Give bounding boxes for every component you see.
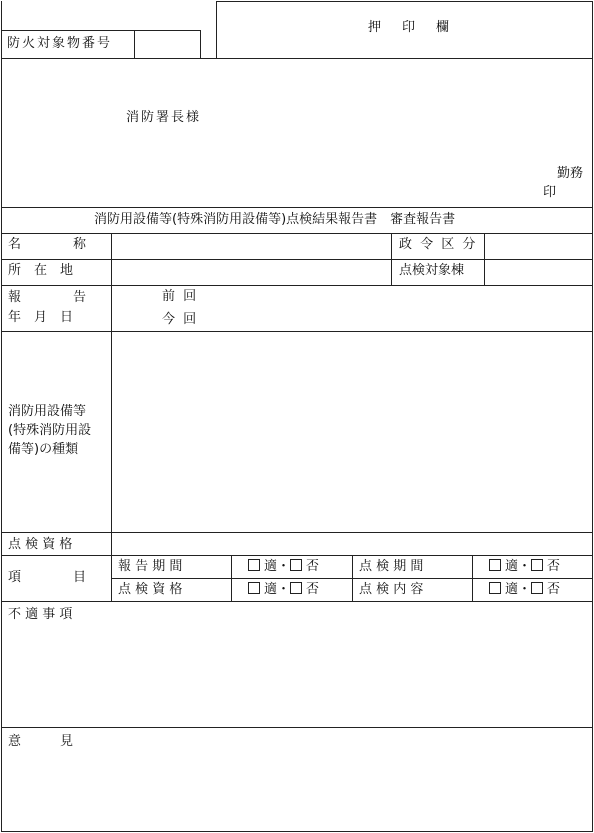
- nonconformity-label: 不 適 事 項: [8, 607, 73, 622]
- target-building-label: 点検対象棟: [399, 263, 465, 278]
- check-divider-3: [472, 555, 473, 601]
- outer-bottom-border: [1, 831, 593, 832]
- seal-box-top-border: [216, 1, 593, 2]
- check-item-options-qualification[interactable]: 適・ 否: [248, 582, 319, 598]
- checkbox-icon[interactable]: [531, 559, 543, 571]
- address-field[interactable]: [113, 260, 390, 284]
- current-date-field[interactable]: [215, 309, 585, 329]
- qualification-label: 点 検 資 格: [8, 537, 73, 552]
- check-divider-1: [231, 555, 232, 601]
- equipment-type-label-line3: 備等)の種類: [8, 442, 79, 457]
- check-item-label-inspection-content: 点 検 内 容: [359, 582, 424, 597]
- checkbox-icon[interactable]: [531, 582, 543, 594]
- equipment-type-label-line1: 消防用設備等: [8, 404, 87, 419]
- checkbox-icon[interactable]: [290, 559, 302, 571]
- row-line-727: [1, 727, 593, 728]
- previous-label: 前 回: [162, 289, 199, 304]
- seal-mark-label: 印: [543, 185, 557, 200]
- fire-object-number-label: 防火対象物番号: [7, 36, 113, 51]
- check-item-label-report-period: 報 告 期 間: [118, 559, 183, 574]
- report-date-label-line2: 年 月 日: [8, 310, 74, 325]
- check-item-label-inspection-period: 点 検 期 間: [359, 559, 424, 574]
- label-column-divider: [111, 233, 112, 601]
- outer-left-border: [1, 1, 2, 832]
- nonconformity-field[interactable]: [3, 625, 591, 725]
- form-title: 消防用設備等(特殊消防用設備等)点検結果報告書 審査報告書: [94, 212, 456, 227]
- name-field[interactable]: [113, 234, 390, 258]
- current-label: 今 回: [162, 312, 199, 327]
- check-item-options-report-period[interactable]: 適・ 否: [248, 559, 319, 575]
- fire-chief-label: 消防署長様: [126, 110, 202, 125]
- equipment-type-field[interactable]: [113, 333, 591, 531]
- checkbox-icon[interactable]: [489, 582, 501, 594]
- checkbox-icon[interactable]: [248, 582, 260, 594]
- check-item-options-inspection-period[interactable]: 適・ 否: [489, 559, 560, 575]
- row-line-601: [1, 601, 593, 602]
- previous-date-field[interactable]: [215, 287, 585, 307]
- check-item-options-inspection-content[interactable]: 適・ 否: [489, 582, 560, 598]
- qualification-field[interactable]: [113, 533, 591, 554]
- mid-column-divider: [391, 233, 392, 285]
- row-line-331: [1, 331, 593, 332]
- checkbox-icon[interactable]: [290, 582, 302, 594]
- number-box-divider: [134, 30, 135, 58]
- seal-box-left-border: [216, 1, 217, 58]
- opinion-field[interactable]: [3, 752, 591, 830]
- fire-object-number-field[interactable]: [136, 31, 199, 57]
- checkbox-icon[interactable]: [248, 559, 260, 571]
- checkbox-icon[interactable]: [489, 559, 501, 571]
- items-label: 項 目: [8, 570, 87, 585]
- seal-column-label: 押 印 欄: [368, 20, 454, 35]
- opinion-label: 意 見: [8, 734, 74, 749]
- row-line-58: [1, 58, 593, 59]
- report-date-label-line1: 報 告: [8, 290, 87, 305]
- name-label: 名 称: [8, 237, 87, 252]
- row-line-555: [1, 555, 593, 556]
- outer-right-border: [592, 1, 593, 832]
- target-building-field[interactable]: [486, 260, 591, 284]
- city-division-label: 政 令 区 分: [399, 237, 478, 252]
- number-box-right-border: [200, 30, 201, 58]
- row-line-207: [1, 207, 593, 208]
- duty-label: 勤務: [557, 166, 584, 181]
- city-division-field[interactable]: [486, 234, 591, 258]
- check-item-label-qualification: 点 検 資 格: [118, 582, 183, 597]
- address-label: 所 在 地: [8, 263, 74, 278]
- equipment-type-label-line2: (特殊消防用設: [8, 423, 92, 438]
- right-column-divider: [484, 233, 485, 285]
- row-line-285: [1, 285, 593, 286]
- check-divider-2: [352, 555, 353, 601]
